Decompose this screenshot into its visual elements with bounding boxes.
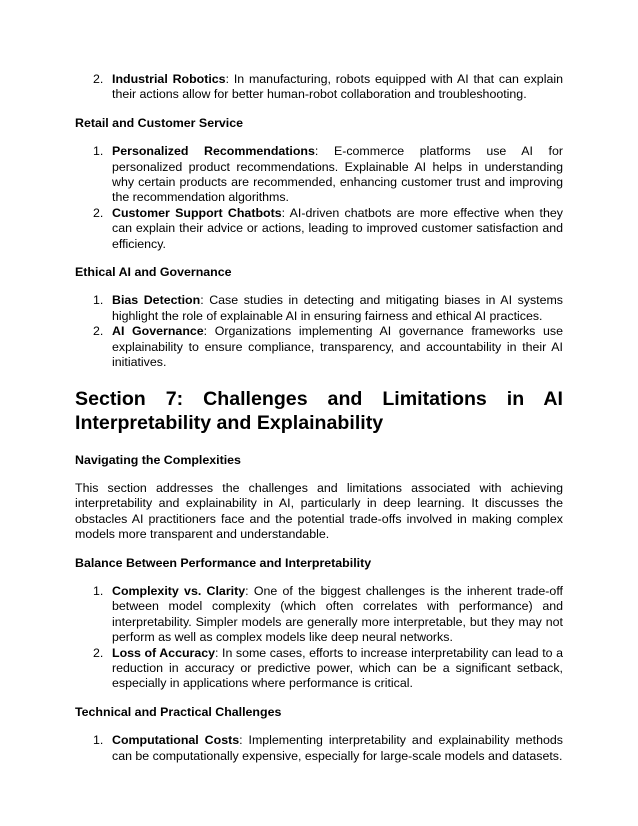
list-item <box>75 733 563 764</box>
list-term: Industrial Robotics <box>112 72 226 86</box>
use-case-list <box>75 293 563 370</box>
list-term: AI Governance <box>112 324 204 339</box>
subheading: Navigating the Complexities <box>75 452 241 467</box>
list-term: Computational Costs <box>112 733 240 748</box>
list-text: : In some cases, efforts to increase interpretability can lead to a reduction in accuracy or predictive power, which can be a significant setback, especially in applications where performance is critical. <box>112 645 563 691</box>
list-number: 1. <box>93 293 104 308</box>
list-number: 1. <box>93 144 104 159</box>
subheading: Technical and Practical Challenges <box>75 704 282 719</box>
list-text: : Organizations implementing AI governance frameworks use explainability to ensure compliance, transparency, and accountability in their AI initiatives. <box>112 324 563 370</box>
list-item <box>75 206 563 252</box>
list-item <box>75 144 563 206</box>
list-term: Personalized Recommendations <box>112 144 315 159</box>
list-text: : Implementing interpretability and explainability methods can be computationally expensive, especially for large-scale models and datasets. <box>112 733 563 763</box>
list-term: Customer Support Chatbots <box>112 205 282 220</box>
challenge-list <box>75 733 563 764</box>
list-term: Complexity vs. Clarity <box>112 583 246 598</box>
list-item <box>75 293 563 324</box>
list-text: : One of the biggest challenges is the inherent trade-off between model complexity (which often correlates with performance) and interpretability. Simpler models are generally more interpretable, but they may not perform as well as complex models like deep neural networks. <box>112 583 563 645</box>
subheading: Balance Between Performance and Interpretability <box>75 555 372 570</box>
subheading: Ethical AI and Governance <box>75 265 232 280</box>
list-text: : Case studies in detecting and mitigating biases in AI systems highlight the role of explainable AI in ensuring fairness and ethical AI practices. <box>112 293 564 323</box>
challenge-list <box>75 584 563 692</box>
subheading: Retail and Customer Service <box>75 115 244 130</box>
list-item <box>75 324 563 370</box>
list-number: 2. <box>93 72 104 86</box>
use-case-list <box>75 144 563 252</box>
section-heading: Section 7: Challenges and Limitations in AI Interpretability and Explainability <box>75 387 563 434</box>
list-number: 1. <box>93 583 104 598</box>
list-term: Loss of Accuracy <box>112 645 216 660</box>
list-number: 2. <box>93 205 104 220</box>
list-number: 2. <box>93 645 104 660</box>
list-text: : E-commerce platforms use AI for personalized product recommendations. Explainable AI helps in understanding why certain products are recommended, enhancing customer trust and improving the recommendation algorithms. <box>112 144 564 205</box>
use-case-list <box>75 72 563 103</box>
list-item <box>75 646 563 692</box>
list-text: : In manufacturing, robots equipped with AI that can explain their actions allow for better human-robot collaboration and troubleshooting. <box>112 72 563 102</box>
list-term: Bias Detection <box>112 293 201 308</box>
list-number: 1. <box>93 733 104 748</box>
list-item <box>75 72 563 103</box>
list-item <box>75 584 563 646</box>
list-text: : AI-driven chatbots are more effective when they can explain their advice or actions, leading to improved customer satisfaction and efficiency. <box>112 205 563 251</box>
list-number: 2. <box>93 324 104 339</box>
paragraph: This section addresses the challenges and limitations associated with achieving interpretability and explainability in AI, particularly in deep learning. It discusses the obstacles AI practitioners face and the potential trade-offs involved in making complex models more transparent and understandable. <box>75 480 563 542</box>
